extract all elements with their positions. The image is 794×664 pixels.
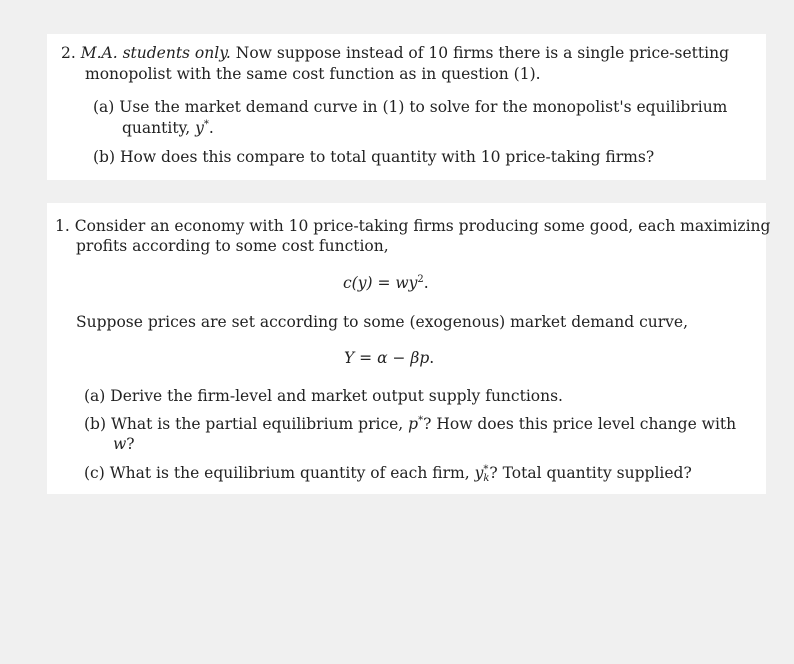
q1-eq2-rhs: α − βp	[377, 349, 430, 367]
q1-c-label: (c)	[84, 464, 105, 482]
q2-b-label: (b)	[93, 148, 116, 166]
q1-b-text-post: ? How does this price level change with	[423, 415, 737, 433]
q2-a-text-1: Use the market demand curve in (1) to solve for the monopolist's equilibrium	[119, 98, 728, 116]
q2-part-b	[93, 147, 654, 167]
q1-c-post: ? Total quantity supplied?	[489, 464, 692, 482]
q1-a-text: Derive the firm-level and market output supply functions.	[110, 387, 563, 405]
q1-eq2-eq: =	[354, 349, 378, 367]
q2-part-a-line-2	[122, 118, 214, 138]
q1-b-line2-var: w	[113, 435, 127, 453]
q1-b-text-pre: What is the partial equilibrium price,	[110, 415, 404, 433]
q1-intro-1: Consider an economy with 10 price-taking firms producing some good, each maximizing	[74, 217, 771, 235]
q1-equation-demand	[344, 348, 434, 368]
q1-b-label: (b)	[84, 415, 107, 433]
q1-b-sup: *	[418, 415, 424, 426]
q1-eq1-rhs: wy	[395, 274, 418, 292]
q1-eq1-end: .	[423, 274, 429, 292]
q2-a-label: (a)	[93, 98, 115, 116]
q2-a-end: .	[208, 119, 214, 137]
q2-a-text-2: quantity,	[122, 119, 191, 137]
q1-b-var: p	[408, 415, 419, 433]
q2-lead: M.A. students only.	[80, 44, 231, 62]
q1-c-pre: What is the equilibrium quantity of each firm,	[109, 464, 470, 482]
question-2-card	[47, 34, 766, 180]
q1-intro-line-2: profits according to some cost function,	[76, 237, 389, 255]
q2-a-sup: *	[203, 119, 209, 130]
q1-c-sup: *	[483, 464, 489, 475]
q1-c-sub: k	[483, 473, 490, 484]
q2-number: 2.	[61, 44, 76, 62]
q2-intro-line-1	[61, 43, 729, 63]
q1-eq1-lhs: c(y)	[343, 274, 373, 292]
q2-intro-1: Now suppose instead of 10 firms there is a single price-setting	[235, 44, 729, 62]
q2-part-a-line-1	[93, 97, 727, 117]
q1-number: 1.	[55, 217, 70, 235]
q1-eq2-lhs: Y	[344, 349, 355, 367]
q2-intro-line-2: monopolist with the same cost function as in question (1).	[85, 65, 541, 83]
q1-mid-text: Suppose prices are set according to some (exogenous) market demand curve,	[76, 313, 688, 331]
q1-part-c	[84, 463, 692, 483]
q1-eq1-eq: =	[372, 274, 396, 292]
q1-b-line2-end: ?	[126, 435, 135, 453]
q1-intro-line-1	[55, 216, 770, 236]
q1-eq1-sup: 2	[417, 274, 424, 285]
q1-part-a	[84, 386, 563, 406]
question-1-card	[47, 203, 771, 494]
q2-b-text: How does this compare to total quantity with 10 price-taking firms?	[119, 148, 655, 166]
q1-a-label: (a)	[84, 387, 106, 405]
q1-eq2-end: .	[429, 349, 435, 367]
q1-c-var: y	[474, 464, 484, 482]
q1-equation-cost	[343, 273, 429, 293]
q1-part-b-line-1	[84, 414, 736, 434]
q2-a-var: y	[195, 119, 204, 137]
q1-part-b-line-2	[113, 434, 135, 454]
